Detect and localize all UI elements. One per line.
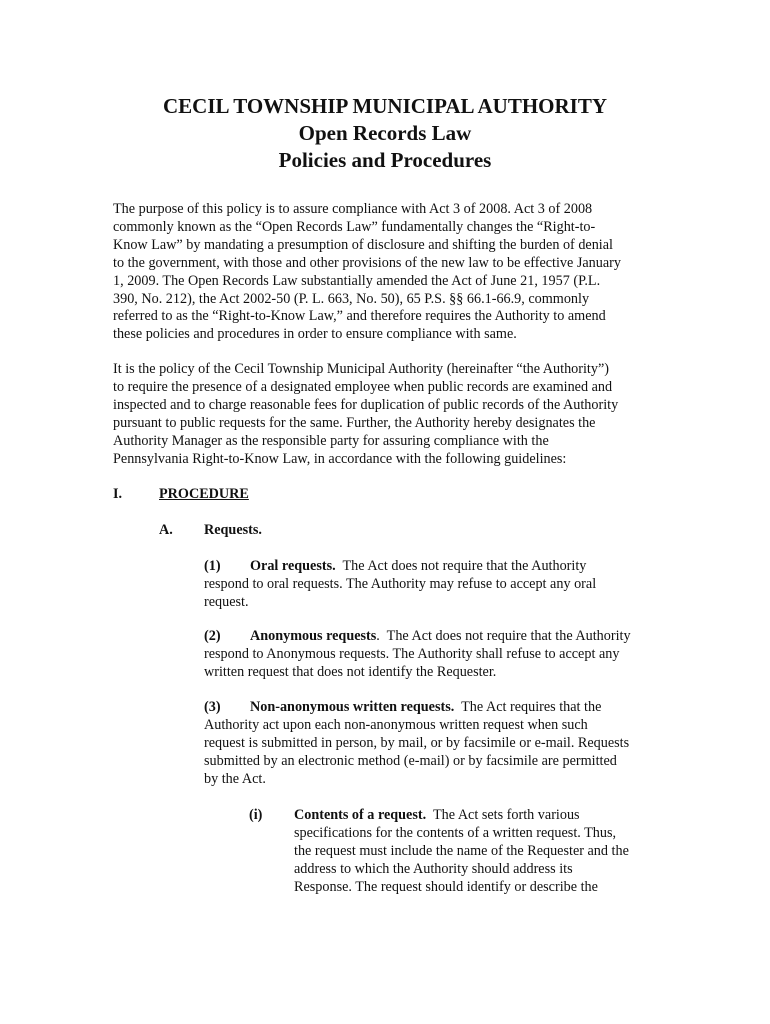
subitem-contents-of-request — [294, 807, 674, 897]
item-heading: Oral requests. — [250, 558, 336, 574]
paragraph-line: commonly known as the “Open Records Law” fundamentally changes the “Right-to- — [113, 218, 596, 235]
subitem-line: the request must include the name of the Requester and the — [294, 842, 629, 859]
document-title — [0, 93, 770, 174]
item-line: request. — [204, 593, 249, 610]
title-line-organization: CECIL TOWNSHIP MUNICIPAL AUTHORITY — [162, 94, 607, 118]
item-line: submitted by an electronic method (e-mail) or by facsimile are permitted — [204, 752, 617, 769]
item-first-line — [204, 558, 664, 576]
title-line-policies: Policies and Procedures — [278, 148, 492, 172]
policy-paragraph — [113, 361, 663, 468]
purpose-paragraph — [113, 201, 663, 344]
paragraph-line: 390, No. 212), the Act 2002-50 (P. L. 663, No. 50), 65 P.S. §§ 66.1-66.9, commonly — [113, 290, 590, 307]
item-number: (3) — [204, 699, 221, 715]
paragraph-line: to the government, with those and other provisions of the new law to be effective January — [113, 254, 621, 271]
paragraph-line: Authority Manager as the responsible party for assuring compliance with the — [113, 432, 549, 449]
paragraph-line: these policies and procedures in order to ensure compliance with same. — [113, 326, 517, 343]
item-written-requests — [204, 699, 664, 789]
paragraph-line: Know Law” by mandating a presumption of disclosure and shifting the burden of denial — [113, 236, 613, 253]
item-line: Authority act upon each non-anonymous written request when such — [204, 716, 588, 733]
subitem-line: Response. The request should identify or describe the — [294, 878, 598, 895]
item-line: written request that does not identify the Requester. — [204, 663, 497, 680]
item-heading: Non-anonymous written requests. — [250, 699, 455, 715]
paragraph-line: referred to as the “Right-to-Know Law,” and therefore requires the Authority to amend — [113, 308, 606, 325]
subsection-title: Requests. — [204, 522, 262, 538]
subitem-line: specifications for the contents of a written request. Thus, — [294, 824, 617, 841]
subitem-heading: Contents of a request. — [294, 807, 427, 823]
subitem-text: The Act sets forth various — [426, 807, 580, 823]
item-text: The Act does not require that the Authority — [335, 558, 587, 574]
subsection-letter: A. — [159, 522, 173, 538]
paragraph-line: to require the presence of a designated employee when public records are examined and — [113, 378, 613, 395]
item-text: . The Act does not require that the Authority — [376, 628, 631, 644]
subitem-number: (i) — [249, 807, 263, 823]
section-title: PROCEDURE — [159, 486, 249, 502]
item-heading: Anonymous requests — [250, 628, 377, 644]
item-text: The Act requires that the — [454, 699, 602, 715]
title-line-law: Open Records Law — [298, 121, 472, 145]
paragraph-line: 1, 2009. The Open Records Law substantially amended the Act of June 21, 1957 (P.L. — [113, 272, 601, 289]
item-oral-requests — [204, 558, 664, 612]
item-line: by the Act. — [204, 770, 266, 787]
paragraph-line: It is the policy of the Cecil Township Municipal Authority (hereinafter “the Authority”) — [113, 361, 609, 377]
item-number: (2) — [204, 628, 221, 644]
item-first-line — [204, 628, 664, 646]
item-first-line — [204, 699, 664, 717]
paragraph-line: pursuant to public requests for the same. Further, the Authority hereby designates the — [113, 414, 596, 431]
item-number: (1) — [204, 558, 221, 574]
item-line: respond to oral requests. The Authority may refuse to accept any oral — [204, 575, 597, 592]
section-number: I. — [113, 486, 123, 502]
subitem-first-line — [294, 807, 674, 825]
paragraph-line: inspected and to charge reasonable fees for duplication of public records of the Authority — [113, 396, 619, 413]
subitem-line: address to which the Authority should address its — [294, 860, 573, 877]
paragraph-line: Pennsylvania Right-to-Know Law, in accordance with the following guidelines: — [113, 450, 567, 467]
item-anonymous-requests — [204, 628, 664, 682]
item-line: respond to Anonymous requests. The Authority shall refuse to accept any — [204, 645, 620, 662]
item-line: request is submitted in person, by mail, or by facsimile or e-mail. Requests — [204, 734, 630, 751]
paragraph-line: The purpose of this policy is to assure compliance with Act 3 of 2008. Act 3 of 2008 — [113, 201, 593, 217]
